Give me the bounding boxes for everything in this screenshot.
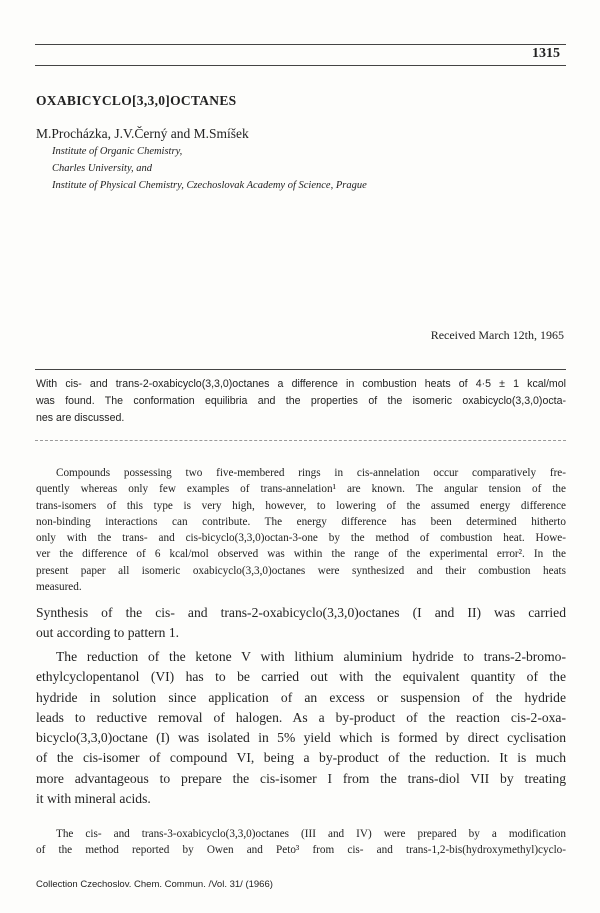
text-line: ver the difference of 6 kcal/mol observed was within the range of the experimental error². In the — [36, 548, 566, 561]
body-paragraph — [36, 647, 566, 809]
text-line: The reduction of the ketone V with lithium aluminium hydride to trans-2-bromo- — [56, 649, 566, 664]
abstract — [36, 376, 566, 427]
top-rule — [35, 44, 566, 45]
text-line: ethylcyclopentanol (VI) has to be carried out with the equivalent quantity of the — [36, 669, 566, 685]
text-line: Compounds possessing two five-membered rings in cis-annelation occur comparatively fre- — [56, 467, 566, 479]
journal-footer: Collection Czechoslov. Chem. Commun. /Vol. 31/ (1966) — [36, 879, 273, 890]
abstract-line: With cis- and trans-2-oxabicyclo(3,3,0)octanes a difference in combustion heats of 4·5 ± 1 kcal/mol — [36, 378, 566, 390]
text-line: The cis- and trans-3-oxabicyclo(3,3,0)octanes (III and IV) were prepared by a modification — [56, 828, 566, 840]
text-line: present paper all isomeric oxabicyclo(3,3,0)octanes were synthesized and their combustion heats — [36, 564, 566, 577]
abstract-top-rule — [35, 369, 566, 370]
text-line: trans-isomers of this type is very high, however, to lowering of the assumed energy difference — [36, 499, 566, 512]
article-authors: M.Procházka, J.V.Černý and M.Smíšek — [36, 126, 249, 141]
text-line: Synthesis of the cis- and trans-2-oxabicyclo(3,3,0)octanes (I and II) was carried — [36, 605, 566, 620]
article-title: OXABICYCLO[3,3,0]OCTANES — [36, 93, 237, 108]
affiliation-1: Institute of Organic Chemistry, — [52, 146, 183, 157]
body-paragraph — [36, 465, 566, 595]
text-line: quently whereas only few examples of trans-annelation¹ are known. The angular tension of the — [36, 483, 566, 496]
page-number: 1315 — [532, 46, 560, 61]
received-date: Received March 12th, 1965 — [430, 328, 564, 342]
text-line: leads to reductive removal of halogen. As a by-product of the reaction cis-2-oxa- — [36, 709, 566, 725]
text-line: of the method reported by Owen and Peto³ from cis- and trans-1,2-bis(hydroxymethyl)cyclo- — [36, 844, 566, 857]
text-line: only with the trans- and cis-bicyclo(3,3,0)octan-3-one by the method of combustion heat. Howe- — [36, 532, 566, 545]
text-line: bicyclo(3,3,0)octane (I) was isolated in 5% yield which is formed by direct cyclisation — [36, 730, 566, 746]
body-paragraph — [36, 826, 566, 859]
text-line: hydride in solution since application of an excess or suspension of the hydride — [36, 689, 566, 705]
header-rule — [35, 65, 566, 66]
affiliation-3: Institute of Physical Chemistry, Czechoslovak Academy of Science, Prague — [52, 180, 367, 191]
text-line: non-binding interactions can contribute. The energy difference has been determined hitherto — [36, 515, 566, 528]
abstract-bottom-rule — [35, 440, 566, 441]
text-line: more advantageous to prepare the cis-isomer I from the trans-diol VII by treating — [36, 770, 566, 786]
affiliation-2: Charles University, and — [52, 163, 153, 174]
text-line: measured. — [36, 581, 82, 594]
text-line: it with mineral acids. — [36, 791, 151, 807]
abstract-line: was found. The conformation equilibria and the properties of the isomeric oxabicyclo(3,3,0)octa- — [36, 395, 566, 407]
text-line: of the cis-isomer of compound VI, being a by-product of the reduction. It is much — [36, 750, 566, 766]
text-line: out according to pattern 1. — [36, 625, 180, 641]
abstract-line: nes are discussed. — [36, 412, 125, 424]
body-paragraph — [36, 603, 566, 644]
